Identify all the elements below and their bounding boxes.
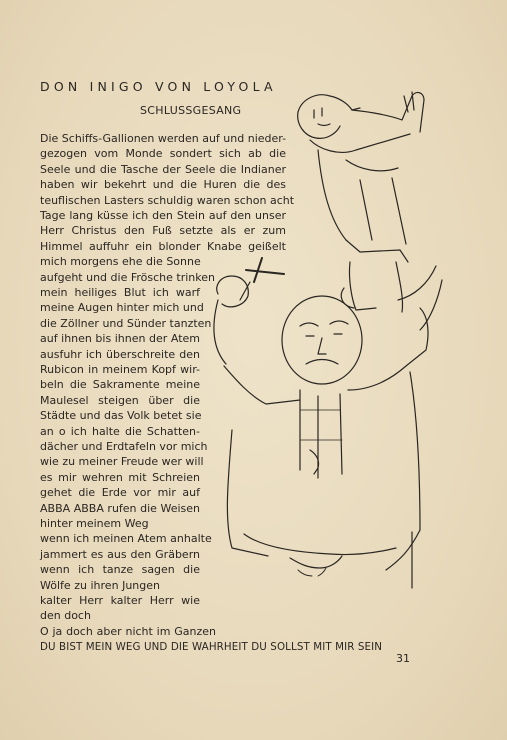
poem-line: hinter meinem Weg <box>40 517 149 530</box>
poem-line: beln die Sakramente meine <box>40 378 200 392</box>
poem-line: ausfuhr ich überschreite den <box>40 347 200 361</box>
poem-title: DON INIGO VON LOYOLA <box>40 79 277 94</box>
poem-line: ABBA ABBA rufen die Weisen <box>40 501 200 515</box>
page-number: 31 <box>396 652 410 665</box>
poem-line: aufgeht und die Frösche trinken <box>40 270 215 284</box>
poem-line: O ja doch aber nicht im Ganzen <box>40 624 216 638</box>
poem-line: Himmel auffuhr ein blonder Knabe geißelt <box>40 239 286 253</box>
poem-line: mein heiliges Blut ich warf <box>40 286 200 299</box>
poem-line: die Zöllner und Sünder tanzten <box>40 316 212 330</box>
poem-line: mich morgens ehe die Sonne <box>40 255 201 269</box>
poem-line: den doch <box>40 609 91 623</box>
poem-line: auf ihnen bis ihnen der Atem <box>40 332 200 346</box>
poem-line: Herr Christus den Fuß setzte als er zum <box>40 224 286 238</box>
poem-line: Städte und das Volk betet sie <box>40 409 202 423</box>
poem-line: Wölfe zu ihren Jungen <box>40 578 160 592</box>
poem-line: gezogen vom Monde sondert sich ab die <box>40 147 286 161</box>
poem-line: wie zu meiner Freude wer will <box>40 455 204 469</box>
poem-line: Rubicon in meinem Kopf wir- <box>40 363 200 376</box>
poem-line: DU BIST MEIN WEG UND DIE WAHRHEIT DU SOLLST MIT MIR SEIN <box>40 641 383 654</box>
poem-line: dächer und Erdtafeln vor mich <box>40 440 208 453</box>
poem-line: Seele und die Tasche der Seele die Indianer <box>40 162 286 176</box>
poem-line: wenn ich meinen Atem anhalte <box>40 532 212 546</box>
poem-line: kalter Herr kalter Herr wie <box>40 594 200 607</box>
poem-line: Die Schiffs-Gallionen werden auf und nieder- <box>40 132 287 145</box>
poem-line: jammert es aus den Gräbern <box>40 547 200 561</box>
poem-line: gehet die Erde vor mir auf <box>40 486 200 500</box>
poem-line: wenn ich tanze sagen die <box>40 563 200 577</box>
poem-line: an o ich halte die Schatten- <box>40 424 200 438</box>
poem-line: es mir wehren mit Schreien <box>40 470 200 484</box>
poem-line: Tage lang küsse ich den Stein auf den unser <box>40 209 286 222</box>
poem-line: Maulesel steigen über die <box>40 393 200 407</box>
poem-line: meine Augen hinter mich und <box>40 301 204 315</box>
poem-line: haben wir bekehrt und die Huren die des <box>40 178 286 192</box>
poem-subtitle: SCHLUSSGESANG <box>140 104 242 117</box>
poem-line: teuflischen Lasters schuldig waren schon acht <box>40 193 295 207</box>
